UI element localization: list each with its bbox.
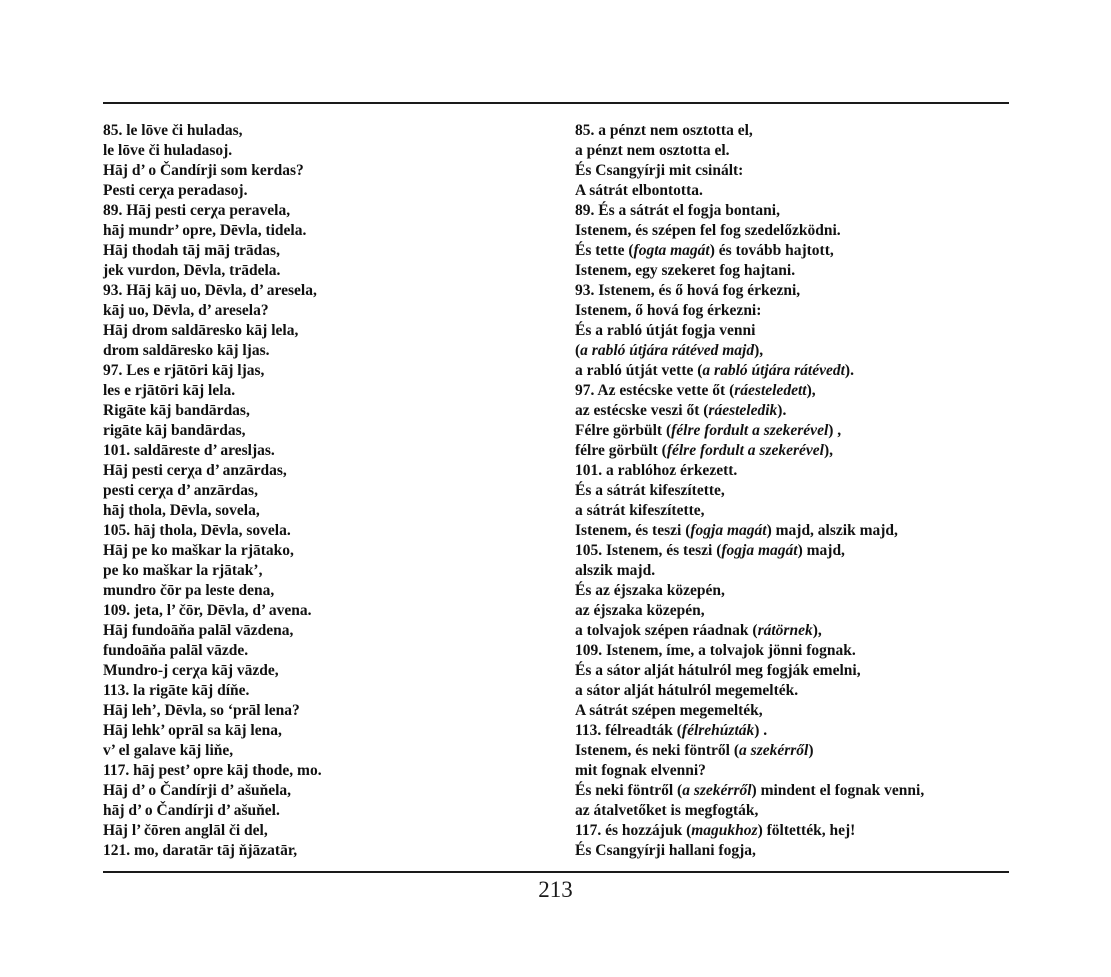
verse-line: hāj mundr’ opre, Dēvla, tidela. bbox=[103, 222, 307, 239]
translation-line bbox=[575, 141, 924, 161]
translation-line bbox=[575, 641, 924, 661]
gloss-italic: a rabló útjára rátéved majd bbox=[580, 342, 755, 359]
verse-line: Hāj drom saldāresko kāj lela, bbox=[103, 322, 299, 339]
verse-line: 113. la rigāte kāj díňe. bbox=[103, 682, 250, 699]
translation-line bbox=[575, 121, 924, 141]
translation-text: 97. Az estécske vette őt ( bbox=[575, 382, 735, 399]
gloss-italic: rátörnek bbox=[757, 622, 813, 639]
translation-text: ), bbox=[754, 342, 764, 359]
translation-text: alszik majd. bbox=[575, 562, 656, 579]
translation-line bbox=[575, 761, 924, 781]
translation-text: 85. a pénzt nem osztotta el, bbox=[575, 122, 753, 139]
verse-line: 105. hāj thola, Dēvla, sovela. bbox=[103, 522, 291, 539]
translation-line bbox=[575, 801, 924, 821]
translation-text: ) föltették, hej! bbox=[757, 822, 856, 839]
verse-line: 117. hāj pest’ opre kāj thode, mo. bbox=[103, 762, 322, 779]
translation-text: 117. és hozzájuk ( bbox=[575, 822, 692, 839]
verse-line: Hāj pe ko maškar la rjātako, bbox=[103, 542, 294, 559]
verse-line: v’ el galave kāj liňe, bbox=[103, 742, 234, 759]
translation-line bbox=[575, 501, 924, 521]
page-number: 213 bbox=[538, 877, 573, 902]
translation-text: ), bbox=[806, 382, 816, 399]
translation-line bbox=[575, 781, 924, 801]
romani-text-column bbox=[103, 121, 322, 861]
translation-text: ) , bbox=[828, 422, 842, 439]
translation-text: ) majd, bbox=[797, 542, 845, 559]
verse-line: jek vurdon, Dēvla, trādela. bbox=[103, 262, 281, 279]
translation-text: És a rabló útját fogja venni bbox=[575, 322, 756, 339]
translation-text: ). bbox=[777, 402, 787, 419]
gloss-italic: félre fordult a szekerével bbox=[671, 422, 829, 439]
top-rule bbox=[103, 102, 1009, 104]
translation-line bbox=[575, 301, 924, 321]
translation-line bbox=[575, 161, 924, 181]
verse-line: le lōve či huladasoj. bbox=[103, 142, 233, 159]
gloss-italic: fogja magát bbox=[690, 522, 767, 539]
verse-line: Hāj fundoāňa palāl vāzdena, bbox=[103, 622, 294, 639]
verse-line: Hāj thodah tāj māj trādas, bbox=[103, 242, 280, 259]
verse-line: kāj uo, Dēvla, d’ aresela? bbox=[103, 302, 269, 319]
translation-text: ), bbox=[812, 622, 822, 639]
verse-line: Hāj d’ o Čandírji som kerdas? bbox=[103, 162, 304, 179]
verse-line: fundoāňa palāl vāzde. bbox=[103, 642, 249, 659]
gloss-italic: fogta magát bbox=[633, 242, 710, 259]
translation-line bbox=[575, 481, 924, 501]
gloss-italic: fogja magát bbox=[721, 542, 798, 559]
translation-text: az éjszaka közepén, bbox=[575, 602, 705, 619]
translation-line bbox=[575, 821, 924, 841]
translation-text: ), bbox=[823, 442, 833, 459]
translation-line bbox=[575, 461, 924, 481]
translation-text: ) majd, alszik majd, bbox=[766, 522, 898, 539]
translation-line bbox=[575, 581, 924, 601]
translation-line bbox=[575, 401, 924, 421]
translation-text: És neki föntről ( bbox=[575, 782, 683, 799]
translation-text: 93. Istenem, és ő hová fog érkezni, bbox=[575, 282, 801, 299]
translation-text: a pénzt nem osztotta el. bbox=[575, 142, 730, 159]
translation-line bbox=[575, 601, 924, 621]
translation-line bbox=[575, 201, 924, 221]
verse-line: Hāj l’ čōren anglāl či del, bbox=[103, 822, 268, 839]
verse-line: 121. mo, daratār tāj ňjāzatār, bbox=[103, 842, 298, 859]
verse-line: Mundro-j cerχa kāj vāzde, bbox=[103, 662, 279, 679]
translation-text: És Csangyírji hallani fogja, bbox=[575, 842, 756, 859]
translation-text: az átalvetőket is megfogták, bbox=[575, 802, 759, 819]
translation-text: ) bbox=[808, 742, 814, 759]
translation-line bbox=[575, 841, 924, 861]
translation-text: 109. Istenem, íme, a tolvajok jönni fognak. bbox=[575, 642, 856, 659]
translation-line bbox=[575, 221, 924, 241]
translation-line bbox=[575, 721, 924, 741]
translation-line bbox=[575, 621, 924, 641]
translation-text: ). bbox=[844, 362, 854, 379]
translation-line bbox=[575, 381, 924, 401]
translation-line bbox=[575, 741, 924, 761]
translation-line bbox=[575, 701, 924, 721]
verse-line: Hāj d’ o Čandírji d’ ašuňela, bbox=[103, 782, 292, 799]
gloss-italic: a szekérről bbox=[739, 742, 809, 759]
verse-line: hāj d’ o Čandírji d’ ašuňel. bbox=[103, 802, 280, 819]
translation-text: mit fognak elvenni? bbox=[575, 762, 706, 779]
translation-line bbox=[575, 241, 924, 261]
translation-line bbox=[575, 521, 924, 541]
translation-text: 105. Istenem, és teszi ( bbox=[575, 542, 722, 559]
translation-line bbox=[575, 681, 924, 701]
verse-line: Hāj pesti cerχa d’ anzārdas, bbox=[103, 462, 287, 479]
translation-text: És az éjszaka közepén, bbox=[575, 582, 725, 599]
verse-line: pesti cerχa d’ anzārdas, bbox=[103, 482, 258, 499]
verse-line: drom saldāresko kāj ljas. bbox=[103, 342, 270, 359]
translation-line bbox=[575, 341, 924, 361]
translation-text: a sátor alját hátulról megemelték. bbox=[575, 682, 799, 699]
translation-text: félre görbült ( bbox=[575, 442, 667, 459]
verse-line: hāj thola, Dēvla, sovela, bbox=[103, 502, 260, 519]
translation-text: Félre görbült ( bbox=[575, 422, 672, 439]
translation-text: ) és tovább hajtott, bbox=[709, 242, 834, 259]
translation-line bbox=[575, 421, 924, 441]
gloss-italic: a szekérről bbox=[682, 782, 752, 799]
translation-line bbox=[575, 321, 924, 341]
translation-text: a rabló útját vette ( bbox=[575, 362, 703, 379]
translation-text: Istenem, és neki föntről ( bbox=[575, 742, 740, 759]
gloss-italic: a rabló útjára rátévedt bbox=[702, 362, 845, 379]
verse-line: pe ko maškar la rjātak’, bbox=[103, 562, 263, 579]
translation-text: a sátrát kifeszítette, bbox=[575, 502, 705, 519]
translation-line bbox=[575, 181, 924, 201]
verse-line: 93. Hāj kāj uo, Dēvla, d’ aresela, bbox=[103, 282, 317, 299]
verse-line: les e rjātōri kāj lela. bbox=[103, 382, 236, 399]
translation-line bbox=[575, 661, 924, 681]
translation-text: Istenem, egy szekeret fog hajtani. bbox=[575, 262, 796, 279]
gloss-italic: ráesteledett bbox=[734, 382, 807, 399]
translation-text: ) . bbox=[754, 722, 768, 739]
translation-text: 113. félreadták ( bbox=[575, 722, 682, 739]
translation-text: a tolvajok szépen ráadnak ( bbox=[575, 622, 758, 639]
bottom-rule bbox=[103, 871, 1009, 873]
gloss-italic: félrehúzták bbox=[681, 722, 755, 739]
gloss-italic: ráesteledik bbox=[708, 402, 778, 419]
translation-text: az estécske veszi őt ( bbox=[575, 402, 709, 419]
verse-line: Pesti cerχa peradasoj. bbox=[103, 182, 248, 199]
translation-text: Istenem, ő hová fog érkezni: bbox=[575, 302, 762, 319]
verse-line: mundro čōr pa leste dena, bbox=[103, 582, 275, 599]
verse-line: 89. Hāj pesti cerχa peravela, bbox=[103, 202, 291, 219]
translation-text: És a sátrát kifeszítette, bbox=[575, 482, 725, 499]
verse-line: 97. Les e rjātōri kāj ljas, bbox=[103, 362, 265, 379]
translation-text: Istenem, és teszi ( bbox=[575, 522, 691, 539]
verse-line: 101. saldāreste d’ aresljas. bbox=[103, 442, 275, 459]
verse-line: Rigāte kāj bandārdas, bbox=[103, 402, 250, 419]
translation-text: És Csangyírji mit csinált: bbox=[575, 162, 744, 179]
translation-text: ( bbox=[575, 342, 581, 359]
gloss-italic: magukhoz bbox=[691, 822, 758, 839]
hungarian-translation-column bbox=[575, 121, 924, 861]
verse-line: 109. jeta, l’ čōr, Dēvla, d’ avena. bbox=[103, 602, 312, 619]
translation-line bbox=[575, 561, 924, 581]
translation-line bbox=[575, 541, 924, 561]
verse-line: rigāte kāj bandārdas, bbox=[103, 422, 246, 439]
verse-line: 85. le lōve či huladas, bbox=[103, 122, 243, 139]
translation-text: És tette ( bbox=[575, 242, 634, 259]
translation-text: 89. És a sátrát el fogja bontani, bbox=[575, 202, 780, 219]
translation-line bbox=[575, 441, 924, 461]
translation-line bbox=[575, 361, 924, 381]
translation-text: 101. a rablóhoz érkezett. bbox=[575, 462, 738, 479]
translation-text: És a sátor alját hátulról meg fogják emelni, bbox=[575, 662, 861, 679]
verse-line: Hāj leh’, Dēvla, so ‘prāl lena? bbox=[103, 702, 300, 719]
verse-line: Hāj lehk’ oprāl sa kāj lena, bbox=[103, 722, 282, 739]
translation-line bbox=[575, 261, 924, 281]
translation-text: A sátrát elbontotta. bbox=[575, 182, 703, 199]
translation-text: A sátrát szépen megemelték, bbox=[575, 702, 763, 719]
translation-text: ) mindent el fognak venni, bbox=[751, 782, 925, 799]
translation-line bbox=[575, 281, 924, 301]
translation-text: Istenem, és szépen fel fog szedelőzködni. bbox=[575, 222, 841, 239]
gloss-italic: félre fordult a szekerével bbox=[666, 442, 824, 459]
